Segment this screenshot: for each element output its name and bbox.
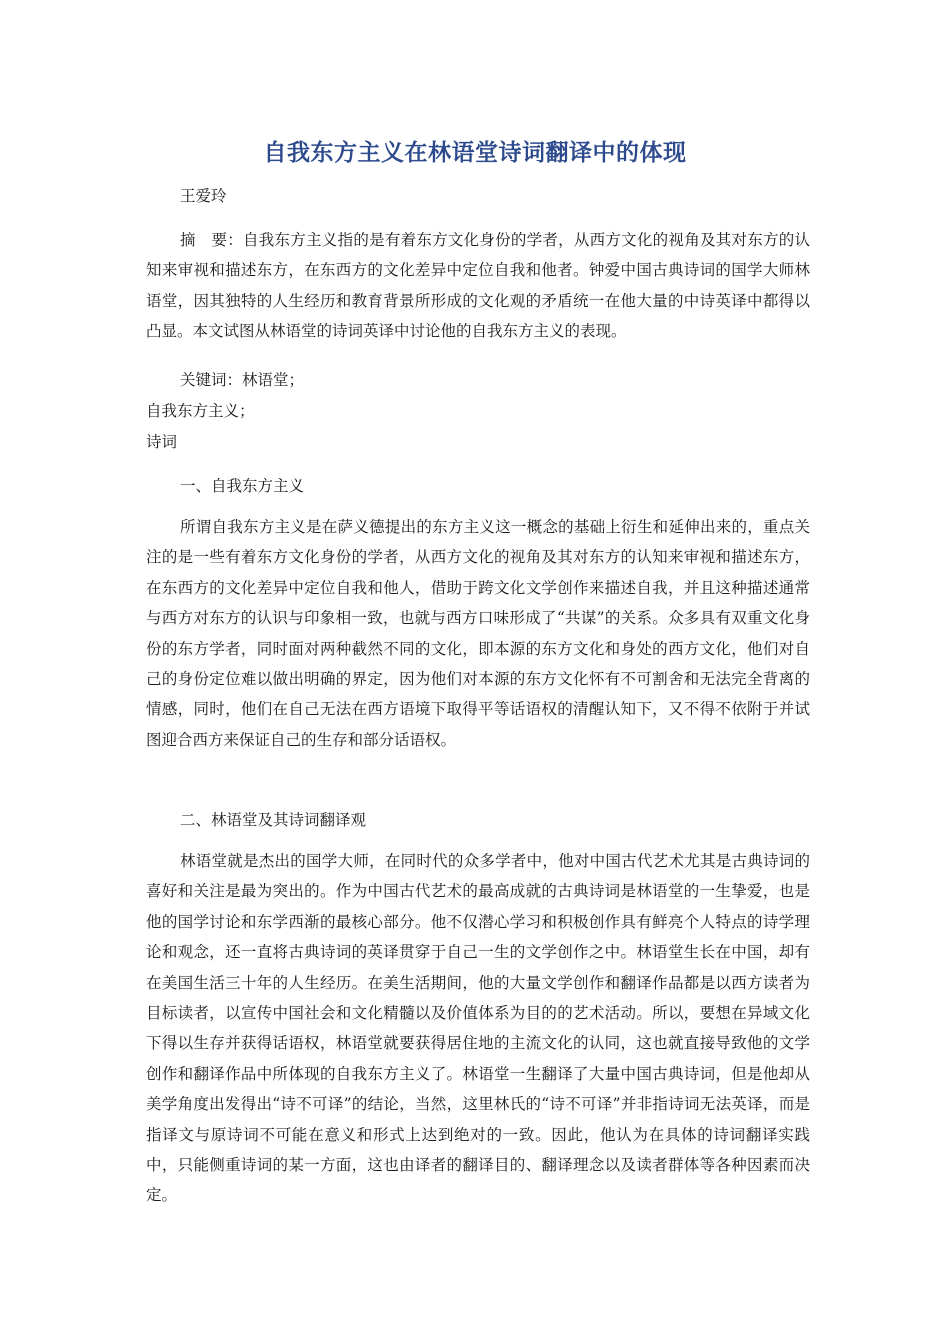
abstract-paragraph <box>146 225 810 347</box>
keywords-label: 关键词： <box>180 371 243 389</box>
keyword-item: 林语堂； <box>242 371 305 389</box>
keywords-line <box>180 368 304 390</box>
author-name: 王爱玲 <box>180 187 227 205</box>
section-2-paragraph: 林语堂就是杰出的国学大师，在同时代的众多学者中，他对中国古代艺术尤其是古典诗词的喜好和关注是最为突出的。作为中国古代艺术的最高成就的古典诗词是林语堂的一生挚爱，也是他的国学讨论和东学西渐的最核心部分。他不仅潜心学习和积极创作具有鲜亮个人特点的诗学理论和观念，还一直将古典诗词的英译贯穿于自己一生的文学创作之中。林语堂生长在中国，却有在美国生活三十年的人生经历。在美生活期间，他的大量文学创作和翻译作品都是以西方读者为目标读者，以宣传中国社会和文化精髓以及价值体系为目的的艺术活动。所以，要想在异域文化下得以生存并获得话语权，林语堂就要获得居住地的主流文化的认同，这也就直接导致他的文学创作和翻译作品中所体现的自我东方主义了。林语堂一生翻译了大量中国古典诗词，但是他却从美学角度出发得出“诗不可译”的结论，当然，这里林氏的“诗不可译”并非指诗词无法英译，而是指译文与原诗词不可能在意义和形式上达到绝对的一致。因此，他认为在具体的诗词翻译实践中，只能侧重诗词的某一方面，这也由译者的翻译目的、翻译理念以及读者群体等各种因素而决定。 <box>146 852 810 1205</box>
paper-title: 自我东方主义在林语堂诗词翻译中的体现 <box>263 140 687 166</box>
section-heading-2: 二、林语堂及其诗词翻译观 <box>180 811 367 829</box>
abstract-text: 自我东方主义指的是有着东方文化身份的学者，从西方文化的视角及其对东方的认知来审视和描述东方，在东西方的文化差异中定位自我和他者。钟爱中国古典诗词的国学大师林语堂，因其独特的人生经历和教育背景所形成的文化观的矛盾统一在他大量的中诗英译中都得以凸显。本文试图从林语堂的诗词英译中讨论他的自我东方主义的表现。 <box>146 231 810 341</box>
keyword-item: 诗词 <box>146 433 178 451</box>
section-heading-1: 一、自我东方主义 <box>180 477 305 495</box>
keyword-item: 自我东方主义； <box>146 402 255 420</box>
section-1-paragraph: 所谓自我东方主义是在萨义德提出的东方主义这一概念的基础上衍生和延伸出来的，重点关注的是一些有着东方文化身份的学者，从西方文化的视角及其对东方的认知来审视和描述东方，在东西方的文化差异中定位自我和他人，借助于跨文化文学创作来描述自我，并且这种描述通常与西方对东方的认识与印象相一致，也就与西方口味形成了“共谋”的关系。众多具有双重文化身份的东方学者，同时面对两种截然不同的文化，即本源的东方文化和身处的西方文化，他们对自己的身份定位难以做出明确的界定，因为他们对本源的东方文化怀有不可割舍和无法完全背离的情感，同时，他们在自己无法在西方语境下取得平等话语权的清醒认知下，又不得不依附于并试图迎合西方来保证自己的生存和部分话语权。 <box>146 518 810 749</box>
abstract-label: 摘 要： <box>180 231 244 249</box>
